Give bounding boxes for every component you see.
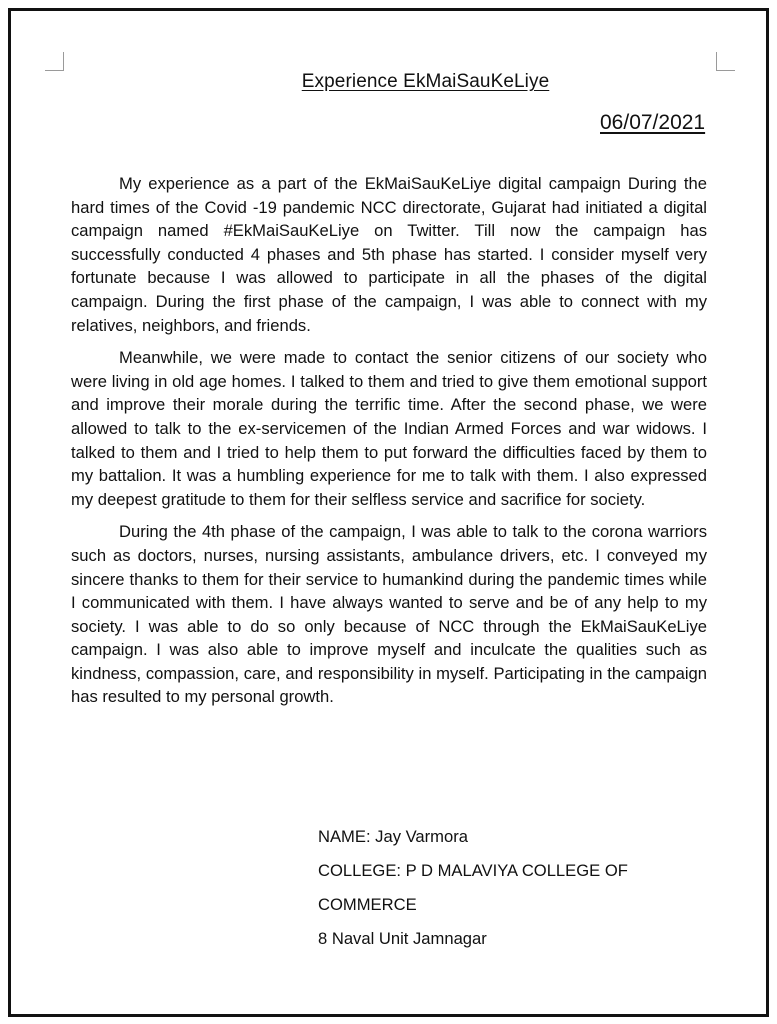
paragraph-3: During the 4th phase of the campaign, I was able to talk to the corona warriors such as doctors, nurses, nursing assistants, ambulance drivers, etc. I conveyed my sincere thanks to them for their service to humankind during the pandemic times while I communicated with them. I have always wanted to serve and be of any help to my society. I was able to do so only because of NCC through the EkMaiSauKeLiye campaign. I was also able to improve myself and inculcate the qualities such as kindness, compassion, care, and responsibility in myself. Participating in the campaign has resulted to my personal growth. xyxy=(71,522,707,707)
signature-college-line-2: COMMERCE xyxy=(318,895,417,914)
signature-college-line-1: COLLEGE: P D MALAVIYA COLLEGE OF xyxy=(318,861,628,880)
signature-unit: 8 Naval Unit Jamnagar xyxy=(318,929,487,948)
top-left-margin-mark xyxy=(45,52,64,71)
paragraph-1: My experience as a part of the EkMaiSauKeLiye digital campaign During the hard times of the Covid -19 pandemic NCC directorate, Gujarat had initiated a digital campaign named #EkMaiSauKeLiye on Twitter. Till now the campaign has successfully conducted 4 phases and 5th phase has started. I consider myself very fortunate because I was allowed to participate in all the phases of the digital campaign. During the first phase of the campaign, I was able to connect with my relatives, neighbors, and friends. xyxy=(71,174,707,335)
document-title: Experience EkMaiSauKeLiye xyxy=(301,71,550,92)
paragraph-2: Meanwhile, we were made to contact the senior citizens of our society who were living in old age homes. I talked to them and tried to give them emotional support and improve their morale during the terrific time. After the second phase, we were allowed to talk to the ex-servicemen of the Indian Armed Forces and war widows. I talked to them and I tried to help them to put forward the difficulties faced by them to my battalion. It was a humbling experience for me to talk with them. I also expressed my deepest gratitude to them for their selfless service and sacrifice for society. xyxy=(71,348,707,509)
signature-block xyxy=(318,825,698,961)
top-right-margin-mark xyxy=(716,52,735,71)
document-date: 06/07/2021 xyxy=(600,111,706,134)
document-body xyxy=(71,172,707,718)
signature-name: NAME: Jay Varmora xyxy=(318,827,468,846)
